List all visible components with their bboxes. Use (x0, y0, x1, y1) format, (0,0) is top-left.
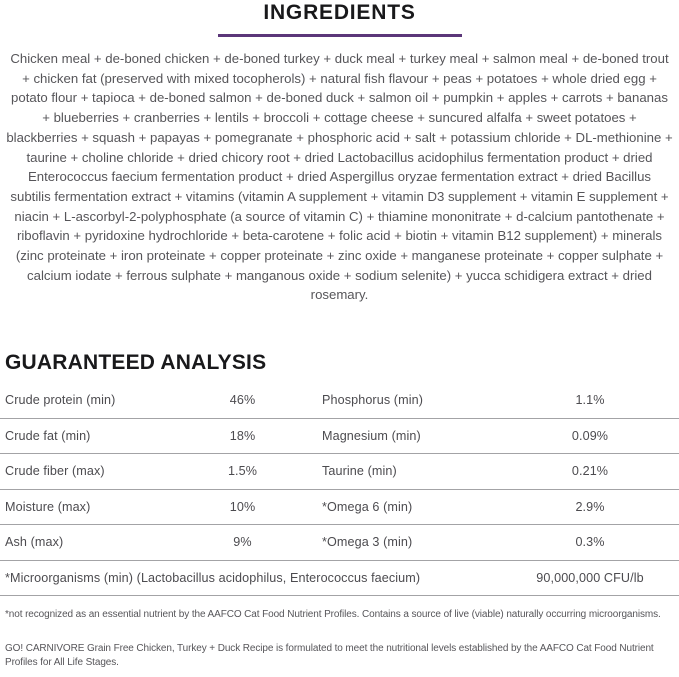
table-row (0, 454, 679, 490)
asterisk-footnote: *not recognized as an essential nutrient by the AAFCO Cat Food Nutrient Profiles. Contains a source of live (viable) naturally occurring microorganisms. (5, 609, 661, 621)
nutrient-value: 0.21% (571, 464, 609, 479)
nutrient-value: 9% (233, 535, 252, 550)
ingredients-list-text: Chicken meal + de-boned chicken + de-boned turkey + duck meal + turkey meal + salmon meal + de-boned trout + chicken fat (preserved with mixed tocopherols) + natural fish flavour + peas + potatoes + whole dried egg + potato flour + tapioca + de-boned salmon + de-boned duck + salmon oil + pumpkin + apples + carrots + bananas + blueberries + cranberries + lentils + broccoli + cottage cheese + suncured alfalfa + sweet potatoes + blackberries + squash + papayas + pomegranate + phosphoric acid + salt + potassium chloride + DL-methionine + taurine + choline chloride + dried chicory root + dried Lactobacillus acidophilus fermentation product + dried Enterococcus faecium fermentation product + dried Aspergillus oryzae fermentation extract + dried Bacillus subtilis fermentation extract + vitamins (vitamin A supplement + vitamin D3 supplement + vitamin E supplement + niacin + L-ascorbyl-2-polyphosphate (a source of vitamin C) + thiamine mononitrate + d-calcium pantothenate + riboflavin + pyridoxine hydrochloride + beta-carotene + folic acid + biotin + vitamin B12 supplement) + minerals (zinc proteinate + iron proteinate + copper proteinate + zinc oxide + manganese proteinate + copper sulphate + calcium iodate + ferrous sulphate + manganous oxide + sodium selenite) + yucca schidigera extract + dried rosemary. (6, 51, 673, 303)
nutrient-label: Magnesium (min) (322, 428, 421, 443)
nutrient-label: Phosphorus (min) (322, 393, 423, 408)
nutrient-label: *Microorganisms (min) (Lactobacillus acidophilus, Enterococcus faecium) (5, 570, 421, 585)
nutrient-label: Crude protein (min) (5, 393, 116, 408)
nutrient-value: 0.09% (571, 428, 609, 443)
nutrient-value: 46% (229, 393, 256, 408)
nutrient-label: *Omega 3 (min) (322, 535, 413, 550)
accent-divider-rule (218, 34, 462, 37)
nutrient-value: 10% (229, 499, 256, 514)
nutrient-label: Moisture (max) (5, 499, 91, 514)
nutrient-label: *Omega 6 (min) (322, 499, 413, 514)
nutrient-label: Taurine (min) (322, 464, 397, 479)
nutrient-label: Ash (max) (5, 535, 64, 550)
guaranteed-analysis-title: GUARANTEED ANALYSIS (5, 351, 267, 375)
nutrient-label: Crude fat (min) (5, 428, 91, 443)
nutrient-value: 1.5% (227, 464, 258, 479)
table-row (0, 419, 679, 455)
table-row (0, 490, 679, 526)
nutrient-value: 90,000,000 CFU/lb (536, 570, 644, 585)
table-row (0, 525, 679, 561)
ingredients-section-title: INGREDIENTS (263, 1, 416, 24)
nutrient-value: 18% (229, 428, 256, 443)
nutrient-value: 2.9% (575, 499, 605, 514)
table-row (0, 383, 679, 419)
guaranteed-analysis-table (0, 383, 679, 596)
table-row-microorganisms (0, 561, 679, 597)
aafco-statement: GO! CARNIVORE Grain Free Chicken, Turkey + Duck Recipe is formulated to meet the nutritional levels established by the AAFCO Cat Food Nutrient Profiles for All Life Stages. (5, 643, 654, 668)
nutrient-label: Crude fiber (max) (5, 464, 105, 479)
nutrient-value: 0.3% (575, 535, 605, 550)
nutrient-value: 1.1% (575, 393, 605, 408)
